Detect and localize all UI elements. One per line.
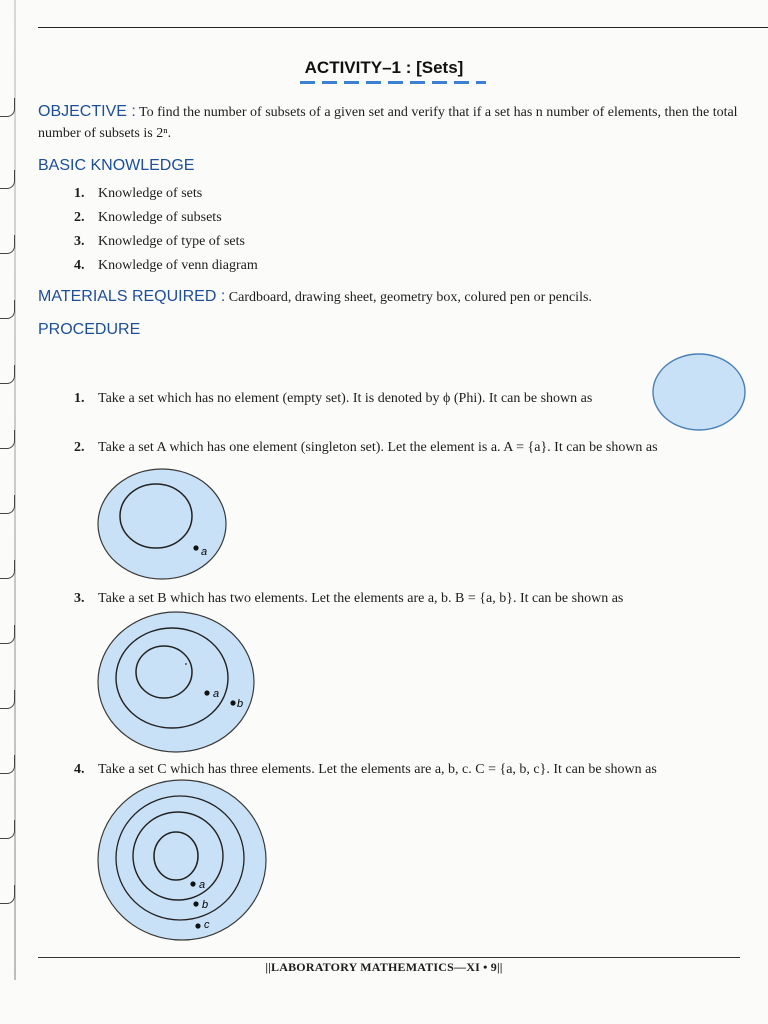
procedure-step: 3. Take a set B which has two elements. Let the elements are a, b. B = {a, b}. It can be shown as xyxy=(74,591,624,606)
procedure-step: 4. Take a set C which has three elements. Let the elements are a, b, c. C = {a, b, c}. It can be shown as xyxy=(74,762,657,777)
element-dot xyxy=(193,901,198,906)
element-dot xyxy=(195,923,200,928)
procedure-heading: PROCEDURE xyxy=(38,321,141,338)
list-item: 1. Knowledge of sets xyxy=(74,186,203,201)
three-element-set-diagram xyxy=(96,776,272,949)
list-item: 2. Knowledge of subsets xyxy=(74,210,222,225)
element-label: a xyxy=(199,879,206,891)
binding-tab xyxy=(0,430,15,449)
binding-tab xyxy=(0,560,15,579)
element-label: b xyxy=(237,698,244,710)
set-circle xyxy=(136,646,192,698)
singleton-set-diagram xyxy=(96,466,232,591)
binding-tab xyxy=(0,690,15,709)
element-label: b xyxy=(202,899,209,911)
objective-text: To find the number of subsets of a given set and verify that if a set has n number of elements, then the total number of subsets is 2ⁿ. xyxy=(38,105,738,141)
procedure-step: 2. Take a set A which has one element (singleton set). Let the element is a. A = {a}. It can be shown as xyxy=(74,440,658,455)
binding-tab xyxy=(0,170,15,189)
list-item: 4. Knowledge of venn diagram xyxy=(74,258,258,273)
set-circle-inner xyxy=(120,484,192,548)
activity-title: ACTIVITY–1 : [Sets] xyxy=(304,58,464,77)
binding-tab xyxy=(0,495,15,514)
objective xyxy=(38,101,748,144)
element-dot xyxy=(193,545,198,550)
set-circle xyxy=(653,354,745,430)
materials-text: Cardboard, drawing sheet, geometry box, colured pen or pencils. xyxy=(228,290,592,305)
binding-tab xyxy=(0,235,15,254)
basic-knowledge-heading: BASIC KNOWLEDGE xyxy=(38,157,195,174)
element-label: a xyxy=(213,688,220,700)
binding-tab xyxy=(0,365,15,384)
materials xyxy=(38,286,748,308)
element-dot xyxy=(185,663,187,665)
two-element-set-diagram xyxy=(96,606,262,761)
element-dot xyxy=(190,881,195,886)
title-underline xyxy=(300,81,486,84)
top-rule xyxy=(38,27,768,28)
binding-tab xyxy=(0,885,15,904)
page-footer: ||LABORATORY MATHEMATICS—XI • 9|| xyxy=(265,960,503,974)
materials-label: MATERIALS REQUIRED : xyxy=(38,288,226,305)
binding-tab xyxy=(0,755,15,774)
empty-set-diagram xyxy=(650,352,748,437)
set-circle xyxy=(154,832,198,880)
objective-label: OBJECTIVE : xyxy=(38,103,136,120)
procedure-step: 1. Take a set which has no element (empty set). It is denoted by ϕ (Phi). It can be shown as xyxy=(74,391,593,406)
footer-rule xyxy=(38,957,740,958)
element-label: a xyxy=(201,546,208,558)
element-dot xyxy=(230,700,235,705)
binding-tab xyxy=(0,820,15,839)
binding-tab xyxy=(0,625,15,644)
element-dot xyxy=(204,690,209,695)
list-item: 3. Knowledge of type of sets xyxy=(74,234,245,249)
element-label: c xyxy=(204,919,210,931)
binding-tab xyxy=(0,98,15,117)
binding-tab xyxy=(0,300,15,319)
